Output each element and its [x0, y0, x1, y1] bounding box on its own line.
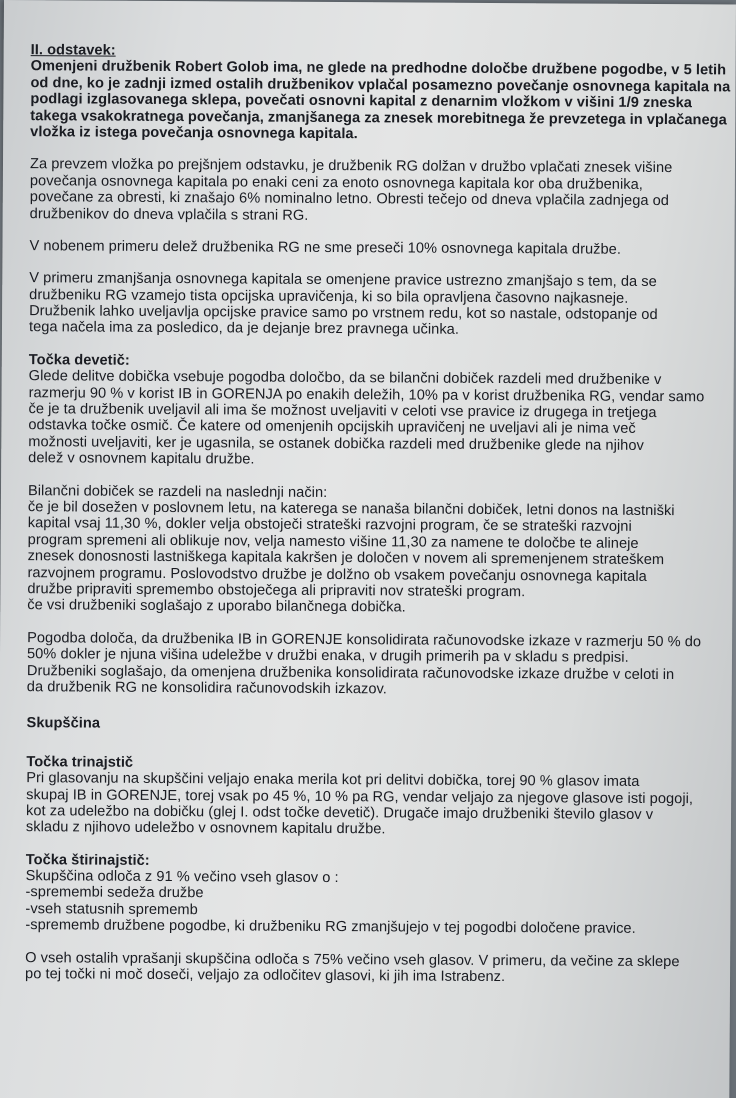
- section-heading: Točka trinajstič: [26, 753, 134, 771]
- text-line: razmerju 90 % v korist IB in GORENJA po enakih deležih, 10% pa v korist družbenika RG, vendar samo: [28, 384, 705, 405]
- paragraph-lines: [25, 868, 705, 938]
- text-line: da družbenik RG ne konsolidira računovodskih izkazov.: [26, 679, 387, 698]
- text-line: družbe pripraviti spremembo obstoječega ali pripraviti nov strateški program.: [27, 581, 526, 601]
- section-tocka-devetic: [28, 352, 709, 471]
- section-ii-odstavek: [30, 42, 731, 145]
- paragraph-konsolidacija: [27, 630, 707, 700]
- text-line: Za prevzem vložka po prejšnjem odstavku, je družbenik RG dolžan v družbo vplačati znesek višine: [29, 156, 673, 177]
- paragraph-lines: [30, 58, 731, 145]
- text-line: Skupščina odloča z 91 % večino vseh glasov o :: [25, 868, 339, 887]
- text-line: skladu z njihovo udeležbo v osnovnem kapitalu družbe.: [25, 819, 386, 838]
- paragraph-lines: [27, 630, 707, 700]
- paragraph-delez-rg: [29, 238, 709, 259]
- text-line: podlagi izglasovanega sklepa, povečati osnovni kapital z denarnim vložkom v višini 1/9 zneska: [30, 91, 693, 112]
- text-line: odstavka točke osmič. Če katere od omenjenih opcijskih upravičenj ne uveljavi ali je nima več: [28, 417, 636, 438]
- text-line: družbenikov do dneva vplačila s strani RG.: [29, 205, 309, 224]
- text-line: povečane za obresti, ki znašajo 6% nominalno letno. Obresti tečejo od dneva vplačila zadnjega od: [29, 189, 670, 210]
- paragraph-bilancni-dobicek: [27, 483, 708, 618]
- text-line: -spremembi sedeža družbe: [25, 884, 204, 902]
- section-tocka-trinajstic: [26, 754, 706, 840]
- paragraph-ostala-vprasanja: [25, 950, 705, 987]
- section-heading: II. odstavek:: [30, 42, 116, 59]
- text-line: znesek donosnosti lastniškega kapitala kakršen je določen v novem ali spremenjenem strateškem: [27, 548, 665, 569]
- text-line: Omenjeni družbenik Robert Golob ima, ne glede na predhodne določbe družbene pogodbe, v 5 letih: [30, 58, 727, 79]
- paragraph-lines: [29, 270, 709, 340]
- paragraph-lines: [27, 483, 708, 618]
- text-line: Glede delitve dobička vsebuje pogodba določbo, da se bilančni dobiček razdeli med družbenike v: [28, 368, 662, 389]
- text-line: kot za udeležbo na dobičku (glej I. odst točke devetič). Drugače imajo družbeniki število glasov v: [25, 803, 654, 823]
- text-line: V nobenem primeru delež družbenika RG ne sme preseči 10% osnovnega kapitala družbe.: [29, 238, 622, 258]
- section-heading: Točka devetič:: [28, 352, 130, 369]
- text-line: vložka iz istega povečanja osnovnega kapitala.: [30, 124, 358, 143]
- text-line: V primeru zmanjšanja osnovnega kapitala se omenjene pravice ustrezno zmanjšajo s tem, da se: [29, 270, 657, 291]
- text-line: tega načela ima za posledico, da je dejanje brez pravnega učinka.: [28, 319, 460, 339]
- paragraph-lines: [26, 770, 706, 840]
- paragraph-lines: [25, 950, 705, 987]
- text-line: če je ta družbenik uveljavil ali ima še možnost uveljaviti v celoti vse pravice iz drugega in tretjega: [28, 401, 657, 422]
- text-line: 50% dokler je njuna višina udeležbe v družbi enaka, v drugih primerih pa v skladu s predpisi.: [26, 646, 629, 666]
- section-title-skupscina: Skupščina: [26, 715, 101, 732]
- text-line: Družbenik lahko uveljavlja opcijske pravice samo po vrstnem redu, kot so nastale, odstopanje od: [29, 303, 658, 324]
- text-line: -vseh statusnih sprememb: [25, 901, 198, 919]
- text-line: Bilančni dobiček se razdeli na naslednji način:: [27, 482, 328, 501]
- text-line: razvojnem programu. Poslovodstvo družbe je dolžno ob vsakem povečanju osnovnega kapitala: [27, 564, 647, 585]
- text-line: povečanja osnovnega kapitala po enaki ceni za enoto osnovnega kapitala kor oba družbenika,: [29, 172, 643, 193]
- text-line: delež v osnovnem kapitalu družbe.: [28, 450, 255, 468]
- text-line: če je bil dosežen v poslovnem letu, na katerega se nanaša bilančni dobiček, letni donos na lastniški: [27, 499, 675, 520]
- paragraph-lines: [30, 157, 710, 227]
- text-line: od dne, ko je zadnji izmed ostalih družbenikov vplačal posamezno povečanje osnovnega kapitala na: [30, 74, 731, 96]
- text-line: družbeniku RG vzamejo tista opcijska upravičenja, ki so bila opravljena časovno najkasneje.: [29, 286, 629, 307]
- text-line: Pogodba določa, da družbenika IB in GORENJE konsolidirata računovodske izkaze v razmerju 50 % do: [27, 629, 702, 651]
- paragraph-lines: [28, 368, 709, 470]
- text-line: skupaj IB in GORENJE, torej vsak po 45 %, 10 % pa RG, vendar veljajo za njegove glasove isti pogoji,: [26, 786, 694, 807]
- section-heading: Točka štirinajstič:: [25, 851, 150, 869]
- text-line: kapital vsaj 11,30 %, dokler velja obstoječi strateški razvojni program, če se strateški razvojni: [27, 515, 632, 536]
- text-line: takega vsakokratnega povečanja, zmanjšanega za znesek morebitnega že prevzetega in vplačanega: [30, 107, 727, 128]
- text-line: program spremeni ali oblikuje nov, velja namesto višine 11,30 za namene te določbe te alineje: [27, 531, 639, 552]
- section-tocka-stirinajstic: [25, 852, 705, 938]
- paragraph-prevzem-vlozka: [30, 157, 710, 227]
- text-line: Družbeniki soglašajo, da omenjena družbenika konsolidirata računovodske izkaze družbe v celoti in: [26, 662, 675, 683]
- paragraph-lines: [29, 238, 709, 259]
- document-body: [25, 42, 731, 1003]
- text-line: možnosti uveljaviti, ker je ugasnila, se ostanek dobička razdeli med družbenike glede na njihov: [28, 434, 644, 454]
- text-line: Pri glasovanju na skupščini veljajo enaka merila kot pri delitvi dobička, torej 90 % glasov imata: [26, 770, 640, 791]
- paragraph-zmanjsanje-kapitala: [29, 270, 709, 340]
- text-line: -sprememb družbene pogodbe, ki družbeniku RG zmanjšujejo v tej pogodbi določene pravice.: [25, 917, 636, 938]
- text-line: po tej točki ni moč doseči, veljajo za odločitev glasovi, ki jih ima Istrabenz.: [25, 966, 506, 986]
- text-line: O vseh ostalih vprašanji skupščina odloča s 75% večino vseh glasov. V primeru, da večine za sklepe: [25, 949, 680, 970]
- text-line: če vsi družbeniki soglašajo z uporabo bilančnega dobička.: [27, 597, 406, 616]
